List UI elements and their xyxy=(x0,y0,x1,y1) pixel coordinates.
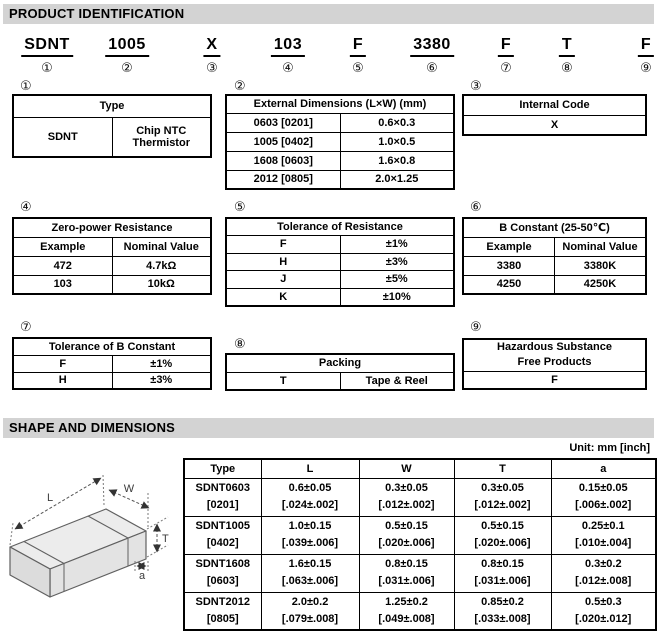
part-segment-8 xyxy=(559,36,575,76)
w-cell: 1.25±0.2 [.049±.008] xyxy=(359,592,454,630)
type-cell: SDNT0603 [0201] xyxy=(184,478,261,516)
table-label-4: ④ xyxy=(20,200,32,215)
internal-code-table xyxy=(462,94,647,136)
zero-power-resistance-title: Zero-power Resistance xyxy=(13,218,211,237)
tolerance-of-resistance-table xyxy=(225,217,455,307)
table-row xyxy=(463,115,646,135)
table-row xyxy=(13,355,211,372)
hazardous-substance-value: F xyxy=(463,371,646,389)
unit-note: Unit: mm [inch] xyxy=(569,442,650,454)
table-row xyxy=(226,132,454,151)
table-row xyxy=(463,371,646,389)
col-header-nominal-value: Nominal Value xyxy=(112,237,211,256)
value-cell: 4.7kΩ xyxy=(112,256,211,275)
packing-method-cell: Tape & Reel xyxy=(340,372,454,390)
part-segment-index: ⑦ xyxy=(500,61,512,76)
part-segment-9 xyxy=(638,36,654,76)
size-value-cell: 0.6×0.3 xyxy=(340,113,454,132)
chip-dimension-diagram xyxy=(2,465,177,615)
table-label-7: ⑦ xyxy=(20,320,32,335)
col-header-example: Example xyxy=(13,237,112,256)
table-label-3: ③ xyxy=(470,79,482,94)
part-segment-index: ① xyxy=(41,61,53,76)
code-cell: K xyxy=(226,288,340,306)
l-cell: 0.6±0.05 [.024±.002] xyxy=(261,478,359,516)
a-cell: 0.15±0.05 [.006±.002] xyxy=(551,478,656,516)
size-code-cell: 0603 [0201] xyxy=(226,113,340,132)
example-cell: 472 xyxy=(13,256,112,275)
part-segment-code: F xyxy=(638,36,654,57)
part-segment-code: 3380 xyxy=(410,36,454,57)
code-cell: H xyxy=(226,253,340,271)
type-table xyxy=(12,94,212,158)
part-segment-code: F xyxy=(498,36,514,57)
title-line-1: Hazardous Substance xyxy=(497,341,612,354)
table-row xyxy=(13,256,211,275)
part-segment-code: X xyxy=(203,36,220,57)
packing-title: Packing xyxy=(226,354,454,372)
table-row xyxy=(463,275,646,294)
size-code-cell: 1005 [0402] xyxy=(226,132,340,151)
part-segment-4 xyxy=(271,36,305,76)
part-segment-index: ⑧ xyxy=(561,61,573,76)
type-table-title: Type xyxy=(13,95,211,117)
l-cell: 1.6±0.15 [.063±.006] xyxy=(261,554,359,592)
table-header-row xyxy=(184,459,656,478)
part-segment-6 xyxy=(410,36,454,76)
tolerance-of-b-constant-table xyxy=(12,337,212,390)
t-cell: 0.8±0.15 [.031±.006] xyxy=(454,554,551,592)
b-constant-title: B Constant (25-50℃) xyxy=(463,218,646,237)
value-cell: 4250K xyxy=(555,275,647,294)
part-segment-index: ④ xyxy=(282,61,294,76)
w-cell: 0.3±0.05 [.012±.002] xyxy=(359,478,454,516)
a-cell: 0.3±0.2 [.012±.008] xyxy=(551,554,656,592)
table-row xyxy=(184,592,656,630)
size-value-cell: 1.6×0.8 xyxy=(340,151,454,170)
table-label-8: ⑧ xyxy=(234,337,246,352)
external-dimensions-table xyxy=(225,94,455,190)
size-code-cell: 1608 [0603] xyxy=(226,151,340,170)
code-cell: J xyxy=(226,271,340,289)
tolerance-cell: ±5% xyxy=(340,271,454,289)
part-segment-1 xyxy=(21,36,73,76)
table-label-2: ② xyxy=(234,79,246,94)
a-cell: 0.25±0.1 [.010±.004] xyxy=(551,516,656,554)
shape-dimensions-table xyxy=(183,458,657,631)
table-header-row xyxy=(463,237,646,256)
table-header-row xyxy=(13,237,211,256)
part-segment-7 xyxy=(498,36,514,76)
thickness-label: T xyxy=(162,533,169,545)
code-cell: F xyxy=(226,236,340,254)
part-segment-code: SDNT xyxy=(21,36,73,57)
table-row xyxy=(226,253,454,271)
tolerance-cell: ±3% xyxy=(112,372,211,389)
table-row xyxy=(184,554,656,592)
type-code-cell: SDNT xyxy=(13,117,112,157)
table-row xyxy=(184,478,656,516)
table-row xyxy=(226,236,454,254)
table-row xyxy=(226,113,454,132)
l-cell: 1.0±0.15 [.039±.006] xyxy=(261,516,359,554)
table-row xyxy=(226,170,454,189)
a-cell: 0.5±0.3 [.020±.012] xyxy=(551,592,656,630)
tolerance-of-b-constant-title: Tolerance of B Constant xyxy=(13,338,211,355)
chip-body xyxy=(10,509,146,597)
part-segment-2 xyxy=(105,36,149,76)
col-header-example: Example xyxy=(463,237,555,256)
table-row xyxy=(184,516,656,554)
table-row xyxy=(226,288,454,306)
part-segment-3 xyxy=(203,36,220,76)
example-cell: 103 xyxy=(13,275,112,294)
part-segment-code: F xyxy=(350,36,366,57)
table-row xyxy=(13,275,211,294)
external-dimensions-title: External Dimensions (L×W) (mm) xyxy=(226,95,454,113)
zero-power-resistance-table xyxy=(12,217,212,295)
example-cell: 3380 xyxy=(463,256,555,275)
table-row xyxy=(226,372,454,390)
title-line-2: Free Products xyxy=(517,356,592,369)
l-cell: 2.0±0.2 [.079±.008] xyxy=(261,592,359,630)
value-cell: 10kΩ xyxy=(112,275,211,294)
tolerance-cell: ±1% xyxy=(112,355,211,372)
section-title-product-identification xyxy=(3,4,654,24)
col-header-type: Type xyxy=(184,459,261,478)
table-label-5: ⑤ xyxy=(234,200,246,215)
table-row xyxy=(463,256,646,275)
part-segment-index: ⑤ xyxy=(352,61,364,76)
hazardous-substance-table xyxy=(462,338,647,390)
table-label-1: ① xyxy=(20,79,32,94)
part-segment-5 xyxy=(350,36,366,76)
internal-code-value: X xyxy=(463,115,646,135)
part-segment-code: T xyxy=(559,36,575,57)
section-title-shape-and-dimensions xyxy=(3,418,654,438)
col-header-w: W xyxy=(359,459,454,478)
length-label: L xyxy=(46,492,54,504)
table-label-6: ⑥ xyxy=(470,200,482,215)
table-label-9: ⑨ xyxy=(470,320,482,335)
col-header-l: L xyxy=(261,459,359,478)
tolerance-cell: ±10% xyxy=(340,288,454,306)
table-row xyxy=(13,117,211,157)
part-segment-index: ③ xyxy=(206,61,218,76)
type-cell: SDNT1005 [0402] xyxy=(184,516,261,554)
col-header-t: T xyxy=(454,459,551,478)
part-segment-index: ⑥ xyxy=(426,61,438,76)
internal-code-title: Internal Code xyxy=(463,95,646,115)
hazardous-substance-title xyxy=(463,339,646,371)
tolerance-cell: ±3% xyxy=(340,253,454,271)
section-title-text: PRODUCT IDENTIFICATION xyxy=(9,6,185,21)
size-value-cell: 2.0×1.25 xyxy=(340,170,454,189)
part-segment-code: 1005 xyxy=(105,36,149,57)
t-cell: 0.3±0.05 [.012±.002] xyxy=(454,478,551,516)
type-desc-cell: Chip NTC Thermistor xyxy=(112,117,211,157)
width-label: W xyxy=(123,483,135,495)
col-header-nominal-value: Nominal Value xyxy=(555,237,647,256)
type-cell: SDNT2012 [0805] xyxy=(184,592,261,630)
w-cell: 0.5±0.15 [.020±.006] xyxy=(359,516,454,554)
example-cell: 4250 xyxy=(463,275,555,294)
packing-table xyxy=(225,353,455,391)
b-constant-table xyxy=(462,217,647,295)
code-cell: H xyxy=(13,372,112,389)
size-value-cell: 1.0×0.5 xyxy=(340,132,454,151)
tolerance-cell: ±1% xyxy=(340,236,454,254)
table-row xyxy=(226,151,454,170)
t-cell: 0.5±0.15 [.020±.006] xyxy=(454,516,551,554)
col-header-a: a xyxy=(551,459,656,478)
code-cell: T xyxy=(226,372,340,390)
table-row xyxy=(13,372,211,389)
table-row xyxy=(226,271,454,289)
t-cell: 0.85±0.2 [.033±.008] xyxy=(454,592,551,630)
w-cell: 0.8±0.15 [.031±.006] xyxy=(359,554,454,592)
part-segment-index: ⑨ xyxy=(640,61,652,76)
part-segment-index: ② xyxy=(121,61,133,76)
value-cell: 3380K xyxy=(555,256,647,275)
terminal-width-label: a xyxy=(138,570,146,582)
type-cell: SDNT1608 [0603] xyxy=(184,554,261,592)
tolerance-of-resistance-title: Tolerance of Resistance xyxy=(226,218,454,236)
part-segment-code: 103 xyxy=(271,36,305,57)
size-code-cell: 2012 [0805] xyxy=(226,170,340,189)
section-title-text: SHAPE AND DIMENSIONS xyxy=(9,420,176,435)
code-cell: F xyxy=(13,355,112,372)
